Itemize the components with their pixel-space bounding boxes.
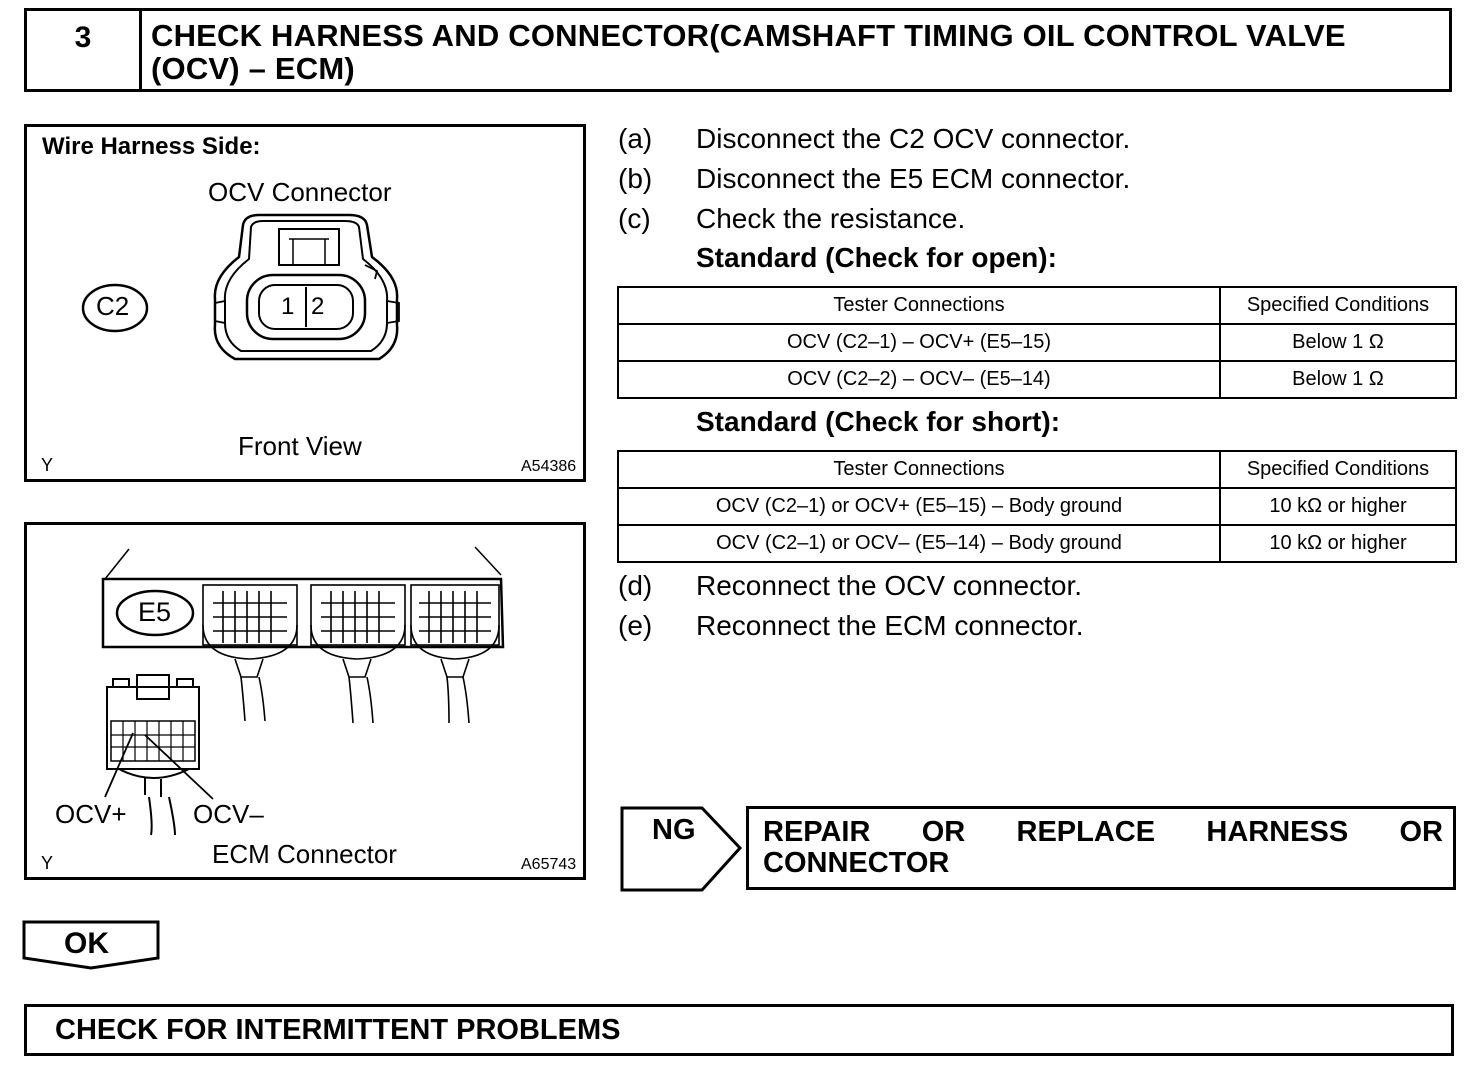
table-cell: Below 1 Ω (1220, 361, 1456, 398)
table-row (618, 488, 1456, 525)
connector-latch (279, 229, 339, 265)
step-letter: (e) (618, 610, 653, 641)
pin-2-label: 2 (311, 293, 325, 320)
ok-label: OK (64, 927, 109, 960)
table-cell: OCV (C2–1) or OCV+ (E5–15) – Body ground (618, 488, 1220, 525)
ocv-connector-label: OCV Connector (208, 177, 392, 207)
table-row (618, 361, 1456, 398)
step-letter: (d) (618, 570, 653, 601)
table-cell: OCV (C2–2) – OCV– (E5–14) (618, 361, 1220, 398)
figure-id: A65743 (521, 856, 577, 873)
open-check-table (617, 286, 1457, 399)
table-header-row (618, 287, 1456, 324)
ng-action-box (746, 806, 1456, 890)
step-text: Disconnect the C2 OCV connector. (696, 123, 1131, 154)
figure-id: A54386 (521, 458, 577, 475)
step-text: Reconnect the ECM connector. (696, 610, 1084, 641)
ng-label: NG (652, 814, 696, 846)
ecm-connector-figure (24, 522, 586, 880)
table-row (618, 324, 1456, 361)
next-step-box (24, 1004, 1454, 1056)
table-header-row (618, 451, 1456, 488)
table-cell: Below 1 Ω (1220, 324, 1456, 361)
step-text: Reconnect the OCV connector. (696, 570, 1082, 601)
corner-mark: Y (41, 455, 54, 475)
e5-code: E5 (138, 597, 172, 627)
wire-harness-side-heading: Wire Harness Side: (42, 133, 261, 160)
ocv-minus-label: OCV– (193, 799, 264, 829)
table-row (618, 525, 1456, 562)
table-cell: OCV (C2–1) or OCV– (E5–14) – Body ground (618, 525, 1220, 562)
ng-action-text: REPAIR OR REPLACE HARNESS OR CONNECTOR (763, 816, 1443, 879)
c2-code: C2 (96, 291, 130, 321)
short-check-table (617, 450, 1457, 563)
next-step-text: CHECK FOR INTERMITTENT PROBLEMS (55, 1014, 621, 1046)
ocv-minus-leader (145, 735, 213, 799)
table-header-cell: Specified Conditions (1220, 287, 1456, 324)
ocv-plus-label: OCV+ (55, 799, 127, 829)
step-letter: (c) (618, 203, 651, 234)
step-header (24, 8, 1452, 92)
table-header-cell: Tester Connections (618, 451, 1220, 488)
step-letter: (a) (618, 123, 653, 154)
step-text: Check the resistance. (696, 203, 966, 234)
table-header-cell: Tester Connections (618, 287, 1220, 324)
ocv-plus-leader (105, 733, 133, 797)
front-view-label: Front View (238, 431, 362, 461)
table-cell: OCV (C2–1) – OCV+ (E5–15) (618, 324, 1220, 361)
table-cell: 10 kΩ or higher (1220, 488, 1456, 525)
standard-short-heading: Standard (Check for short): (696, 406, 1061, 437)
step-letter: (b) (618, 163, 653, 194)
ecm-header-block-1 (203, 585, 297, 721)
step-text: Disconnect the E5 ECM connector. (696, 163, 1131, 194)
table-header-cell: Specified Conditions (1220, 451, 1456, 488)
step-number: 3 (27, 11, 142, 89)
corner-mark: Y (41, 853, 54, 873)
step-title: CHECK HARNESS AND CONNECTOR(CAMSHAFT TIMING OIL CONTROL VALVE (OCV) – ECM) (151, 18, 1346, 86)
ecm-connector-caption: ECM Connector (212, 839, 397, 869)
ecm-header-block-2 (311, 585, 405, 723)
table-cell: 10 kΩ or higher (1220, 525, 1456, 562)
pin-1-label: 1 (281, 293, 295, 320)
ocv-connector-figure (24, 124, 586, 482)
ecm-header-block-3 (411, 585, 499, 723)
standard-open-heading: Standard (Check for open): (696, 242, 1057, 273)
